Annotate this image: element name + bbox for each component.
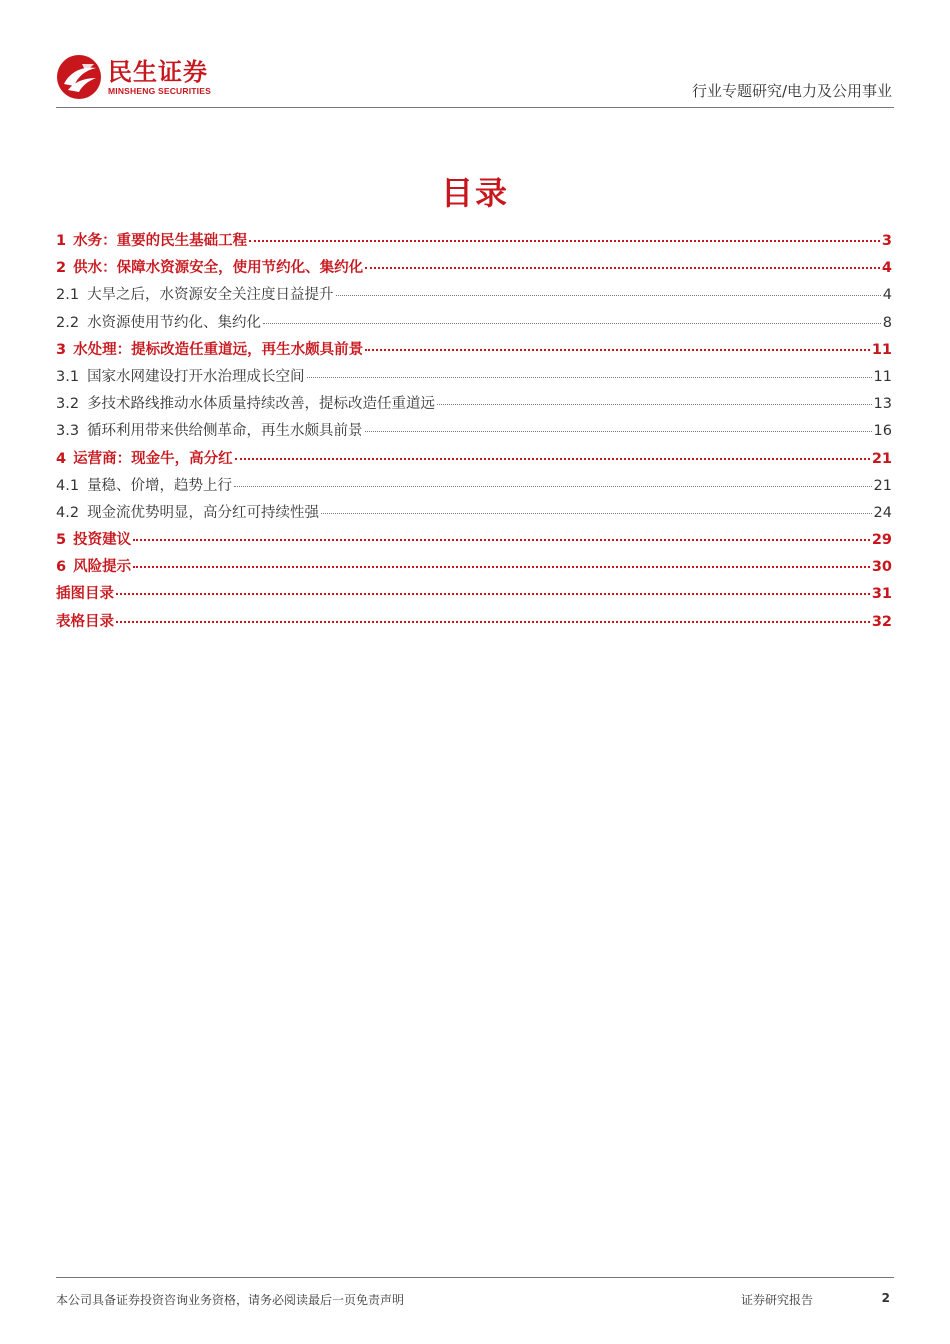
toc-dot-leader (133, 566, 870, 568)
toc-entry-label: 供水：保障水资源安全，使用节约化、集约化 (73, 260, 364, 277)
toc-entry-number: 6 (56, 559, 67, 576)
toc-entry-label: 表格目录 (56, 613, 114, 630)
toc-entry[interactable] (56, 310, 892, 337)
toc-entry-label: 国家水网建设打开水治理成长空间 (87, 368, 305, 385)
toc-title: 目录 (440, 174, 509, 212)
toc-entry-page: 29 (871, 532, 892, 549)
toc-dot-leader (234, 486, 871, 487)
toc-dot-leader (307, 377, 872, 378)
toc-entry-page: 13 (873, 396, 892, 413)
toc-entry-label: 风险提示 (73, 559, 132, 576)
toc-dot-leader (116, 593, 870, 595)
toc-entry-page: 32 (871, 613, 892, 630)
toc-dot-leader (133, 539, 870, 541)
toc-entry-number: 3.3 (56, 423, 80, 440)
page-header (0, 0, 950, 110)
toc-dot-leader (365, 431, 872, 432)
toc-dot-leader (336, 295, 881, 296)
toc-entry[interactable] (56, 282, 892, 309)
footer-divider (56, 1277, 894, 1278)
toc-entry-page: 11 (873, 368, 892, 385)
toc-entry-page: 24 (873, 504, 892, 521)
toc-entry-number: 2.1 (56, 287, 80, 304)
toc-entry[interactable] (56, 337, 892, 364)
toc-entry-number: 1 (56, 233, 67, 249)
logo-english-name: MINSHENG SECURITIES (108, 86, 211, 96)
company-logo (56, 54, 211, 100)
footer-disclaimer: 本公司具备证券投资咨询业务资格，请务必阅读最后一页免责声明 (56, 1293, 405, 1307)
toc-entry-label: 多技术路线推动水体质量持续改善，提标改造任重道远 (87, 396, 436, 413)
toc-entry-page: 30 (871, 559, 892, 576)
toc-entry-page: 8 (882, 314, 892, 331)
toc-dot-leader (263, 323, 881, 324)
toc-entry[interactable] (56, 554, 892, 581)
toc-entry-label: 水务：重要的民生基础工程 (73, 233, 248, 249)
table-of-contents (56, 228, 892, 636)
toc-entry-number: 3.2 (56, 396, 80, 413)
toc-entry-page: 4 (882, 287, 892, 304)
toc-entry-label: 量稳、价增，趋势上行 (87, 477, 233, 494)
toc-entry-number: 3.1 (56, 368, 80, 385)
toc-entry[interactable] (56, 500, 892, 527)
header-divider (56, 107, 894, 108)
toc-entry[interactable] (56, 581, 892, 608)
toc-dot-leader (235, 458, 870, 460)
toc-entry[interactable] (56, 609, 892, 636)
toc-dot-leader (321, 513, 871, 514)
toc-entry[interactable] (56, 391, 892, 418)
toc-entry[interactable] (56, 446, 892, 473)
toc-entry[interactable] (56, 527, 892, 554)
toc-entry[interactable] (56, 228, 892, 255)
toc-dot-leader (365, 267, 880, 269)
toc-entry-number: 4 (56, 450, 67, 467)
page-number: 2 (881, 1291, 890, 1305)
toc-entry-page: 21 (871, 450, 892, 467)
toc-entry-page: 21 (873, 477, 892, 494)
toc-entry-label: 大旱之后，水资源安全关注度日益提升 (87, 287, 334, 304)
toc-entry-label: 水资源使用节约化、集约化 (87, 314, 262, 331)
toc-entry-number: 2.2 (56, 314, 80, 331)
toc-entry-label: 现金流优势明显，高分红可持续性强 (87, 504, 320, 521)
toc-entry[interactable] (56, 255, 892, 282)
toc-dot-leader (365, 349, 870, 351)
toc-entry-label: 水处理：提标改造任重道远，再生水颇具前景 (73, 341, 364, 358)
toc-entry-page: 16 (873, 423, 892, 440)
footer-report-type: 证券研究报告 (741, 1293, 814, 1307)
toc-entry-page: 31 (871, 586, 892, 603)
minsheng-logo-icon (56, 54, 102, 100)
toc-entry-page: 11 (871, 341, 892, 358)
logo-chinese-name: 民生证券 (108, 58, 208, 86)
toc-dot-leader (116, 621, 870, 623)
toc-entry-label: 插图目录 (56, 586, 114, 603)
toc-entry-label: 循环利用带来供给侧革命，再生水颇具前景 (87, 423, 363, 440)
toc-entry-label: 投资建议 (73, 532, 132, 549)
toc-entry-label: 运营商：现金牛，高分红 (73, 450, 233, 467)
toc-dot-leader (437, 404, 871, 405)
toc-entry-page: 4 (881, 260, 892, 277)
toc-entry-page: 3 (881, 233, 892, 249)
toc-entry-number: 4.1 (56, 477, 80, 494)
toc-entry-number: 4.2 (56, 504, 80, 521)
toc-entry-number: 3 (56, 341, 67, 358)
toc-entry-number: 5 (56, 532, 67, 549)
toc-entry-number: 2 (56, 260, 67, 277)
report-category: 行业专题研究/电力及公用事业 (691, 82, 892, 100)
toc-entry[interactable] (56, 473, 892, 500)
toc-entry[interactable] (56, 364, 892, 391)
toc-entry[interactable] (56, 418, 892, 445)
toc-dot-leader (249, 240, 880, 242)
